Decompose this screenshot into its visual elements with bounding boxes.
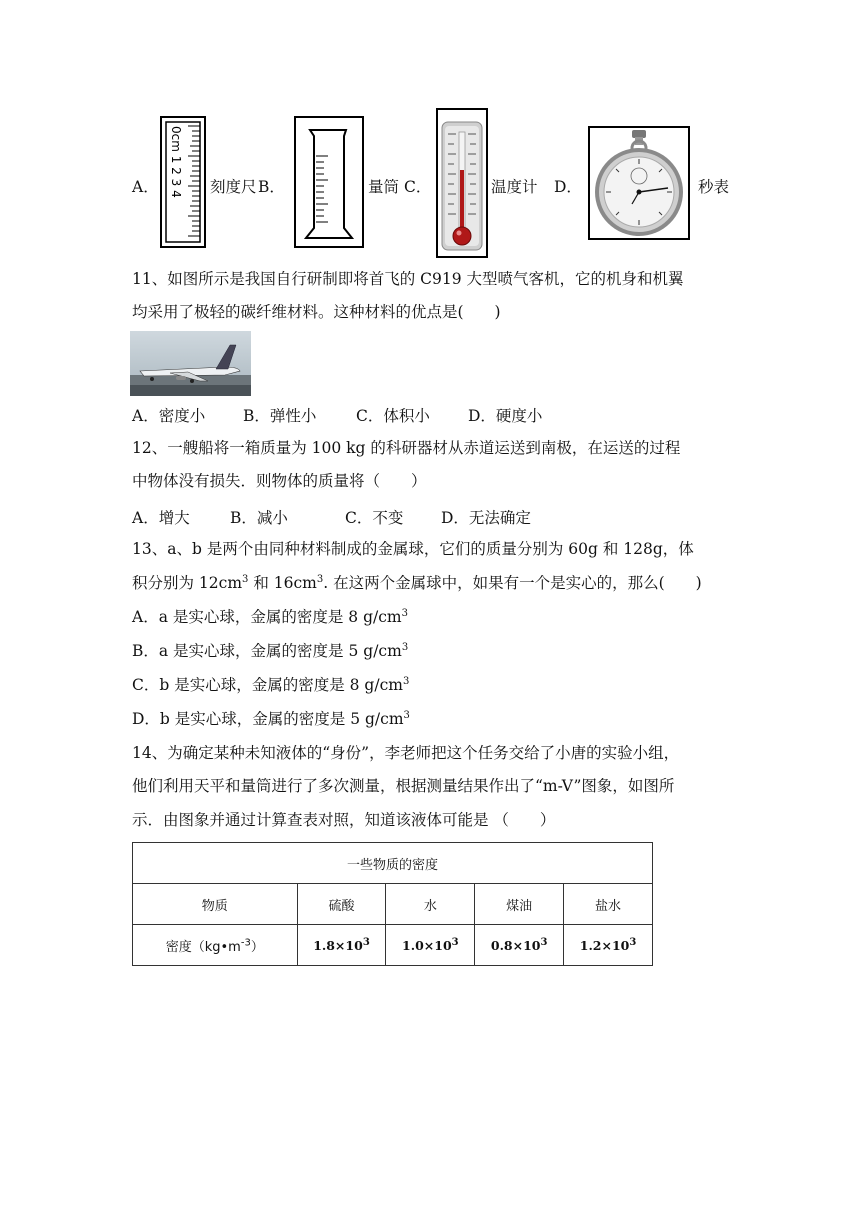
- q10-option-c-label: 温度计: [491, 178, 538, 196]
- q11-option-c: C．体积小: [356, 407, 430, 425]
- q10-option-d-label: 秒表: [698, 178, 730, 196]
- airplane-image: [130, 331, 251, 396]
- q12-option-a: A．增大: [132, 509, 190, 527]
- q13-option-b: B．a 是实心球，金属的密度是 5 $g/cm^3$: [132, 641, 409, 660]
- q13-line-1: 13、a、b 是两个由同种材料制成的金属球，它们的质量分别为 60g 和 128g，体: [132, 540, 694, 558]
- table-cell: $1.0\times 10^3$: [386, 925, 475, 966]
- table-row-label: 密度$(kg•m^{-3})$: [133, 925, 298, 966]
- q13-option-c: C．b 是实心球，金属的密度是 8 $g/cm^3$: [132, 675, 410, 694]
- table-row: [133, 843, 653, 884]
- q14-line-2: 他们利用天平和量筒进行了多次测量，根据测量结果作出了“m-V”图象，如图所: [132, 777, 675, 795]
- q14-line-3: 示．由图象并通过计算查表对照，知道该液体可能是 （ ）: [132, 811, 556, 829]
- ruler-marks: 0cm 1 2 3 4: [169, 126, 183, 198]
- q10-option-a-label: 刻度尺: [210, 178, 257, 196]
- q14-line-1: 14、为确定某种未知液体的“身份”，李老师把这个任务交给了小唐的实验小组，: [132, 744, 680, 762]
- table-header-cell: 煤油: [475, 884, 564, 925]
- table-title: 一些物质的密度: [133, 843, 653, 884]
- q11-option-d: D．硬度小: [468, 407, 543, 425]
- table-row: [133, 925, 653, 966]
- table-cell: $1.2\times 10^3$: [564, 925, 653, 966]
- q12-line-2: 中物体没有损失．则物体的质量将（ ）: [132, 472, 427, 490]
- q12-option-c: C．不变: [345, 509, 404, 527]
- q10-option-b-letter: B．: [258, 178, 285, 196]
- q10-option-a-letter: A．: [132, 178, 159, 196]
- table-header-cell: 硫酸: [297, 884, 386, 925]
- table-header-cell: 盐水: [564, 884, 653, 925]
- ruler-image: [160, 116, 206, 248]
- q10-option-d-letter: D．: [554, 178, 582, 196]
- q11-option-a: A．密度小: [132, 407, 206, 425]
- table-cell: $0.8\times 10^3$: [475, 925, 564, 966]
- q12-line-1: 12、一艘船将一箱质量为 100 kg 的科研器材从赤道运送到南极，在运送的过程: [132, 439, 681, 457]
- q11-option-b: B．弹性小: [243, 407, 317, 425]
- stopwatch-image: [588, 126, 690, 240]
- measuring-cylinder-image: [294, 116, 364, 248]
- table-cell: $1.8\times 10^3$: [297, 925, 386, 966]
- density-table: [132, 842, 653, 966]
- q13-option-a: A．a 是实心球，金属的密度是 8 $g/cm^3$: [132, 607, 408, 626]
- q10-option-c-letter: C．: [404, 178, 432, 196]
- q12-option-d: D．无法确定: [441, 509, 531, 527]
- q10-option-b-label: 量筒: [368, 178, 400, 196]
- q13-line-2: 积分别为 $12cm^3$ 和 $16cm^3$. 在这两个金属球中，如果有一个是实心的，那么( ): [132, 573, 702, 592]
- q11-line-2: 均采用了极轻的碳纤维材料。这种材料的优点是( ): [132, 303, 501, 321]
- q11-line-1: 11、如图所示是我国自行研制即将首飞的 C919 大型喷气客机，它的机身和机翼: [132, 270, 684, 288]
- thermometer-image: [436, 108, 488, 258]
- q13-option-d: D．b 是实心球，金属的密度是 5 $g/cm^3$: [132, 709, 410, 728]
- table-header-cell: 水: [386, 884, 475, 925]
- table-row: [133, 884, 653, 925]
- table-header-cell: 物质: [133, 884, 298, 925]
- q12-option-b: B．减小: [230, 509, 288, 527]
